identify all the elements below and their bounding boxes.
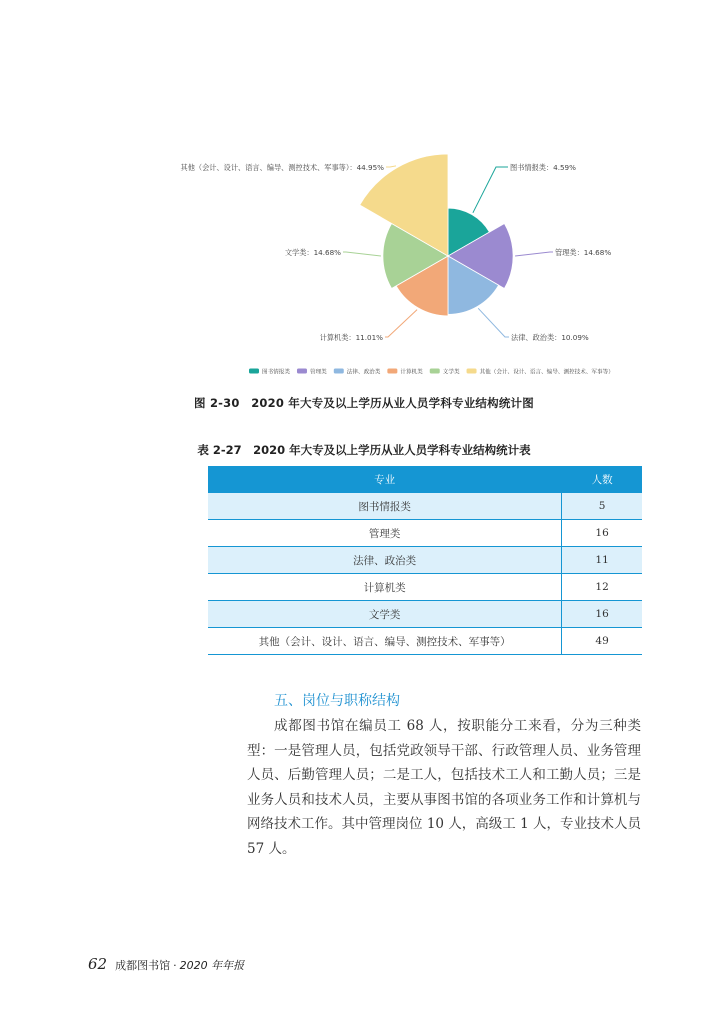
- cell-major: 其他（会计、设计、语言、编导、测控技术、军事等）: [208, 628, 562, 655]
- legend-label-library: 图书情报类: [262, 369, 290, 376]
- leader-line-management: [515, 252, 553, 256]
- slice-label-management: 管理类：14.68%: [555, 248, 612, 257]
- slice-label-other: 其他（会计、设计、语言、编导、测控技术、军事等）：44.95%: [180, 163, 384, 172]
- cell-count: 5: [562, 493, 642, 520]
- table-row: [208, 574, 642, 601]
- leader-line-library: [473, 167, 508, 213]
- body-paragraph: 成都图书馆在编员工 68 人，按职能分工来看，分为三种类型：一是管理人员，包括党政领导干部、行政管理人员、业务管理人员、后勤管理人员；二是工人，包括技术工人和工勤人员；三是业务人员和技术人员，主要从事图书馆的各项业务工作和计算机与网络技术工作。其中管理岗位 10 人，高级工 1 人，专业技术人员 57 人。: [247, 718, 641, 857]
- table-caption: 表 2-27 2020 年大专及以上学历从业人员学科专业结构统计表: [197, 443, 531, 457]
- footer-title: 成都图书馆: [115, 959, 171, 972]
- leader-line-law-politics: [478, 308, 509, 337]
- cell-major: 计算机类: [208, 574, 562, 601]
- cell-major: 图书情报类: [208, 493, 562, 520]
- legend-label-literature: 文学类: [442, 369, 460, 376]
- table-row: [208, 628, 642, 655]
- legend-label-management: 管理类: [309, 369, 327, 376]
- legend-swatch-law-politics: [334, 369, 344, 374]
- leader-line-other: [386, 166, 396, 167]
- legend-swatch-library: [249, 369, 259, 374]
- cell-count: 16: [562, 601, 642, 628]
- cell-count: 12: [562, 574, 642, 601]
- slice-label-literature: 文学类：14.68%: [284, 248, 341, 257]
- legend-label-computer: 计算机类: [400, 369, 423, 376]
- figure-caption: 图 2-30 2020 年大专及以上学历从业人员学科专业结构统计图: [194, 396, 534, 410]
- legend-swatch-management: [297, 369, 307, 374]
- legend-swatch-literature: [430, 369, 440, 374]
- section-title: 五、岗位与职称结构: [274, 693, 400, 709]
- table-row: [208, 601, 642, 628]
- cell-major: 文学类: [208, 601, 562, 628]
- column-header-major: 专业: [208, 466, 562, 493]
- table-row: [208, 520, 642, 547]
- cell-count: 49: [562, 628, 642, 655]
- slice-label-computer: 计算机类：11.01%: [319, 333, 383, 342]
- legend-swatch-computer: [387, 369, 397, 374]
- chart-legend: [249, 368, 614, 376]
- page-footer: [88, 955, 244, 973]
- leader-line-literature: [343, 252, 381, 256]
- slice-label-law-politics: 法律、政治类：10.09%: [511, 333, 589, 342]
- footer-subtitle: 2020 年年报: [179, 959, 245, 972]
- slice-label-library: 图书情报类：4.59%: [510, 163, 576, 172]
- table-row: [208, 547, 642, 574]
- legend-label-other: 其他（会计、设计、语言、编导、测控技术、军事等）: [479, 369, 614, 376]
- column-header-count: 人数: [562, 466, 642, 493]
- cell-count: 16: [562, 520, 642, 547]
- rose-chart: [0, 0, 728, 390]
- legend-swatch-other: [467, 369, 477, 374]
- table-header-row: [208, 466, 642, 493]
- leader-line-computer: [385, 310, 417, 337]
- cell-count: 11: [562, 547, 642, 574]
- page-number: 62: [88, 955, 108, 973]
- table-row: [208, 493, 642, 520]
- cell-major: 法律、政治类: [208, 547, 562, 574]
- footer-separator: ·: [173, 959, 177, 972]
- data-table: [208, 466, 642, 655]
- cell-major: 管理类: [208, 520, 562, 547]
- legend-label-law-politics: 法律、政治类: [346, 369, 381, 376]
